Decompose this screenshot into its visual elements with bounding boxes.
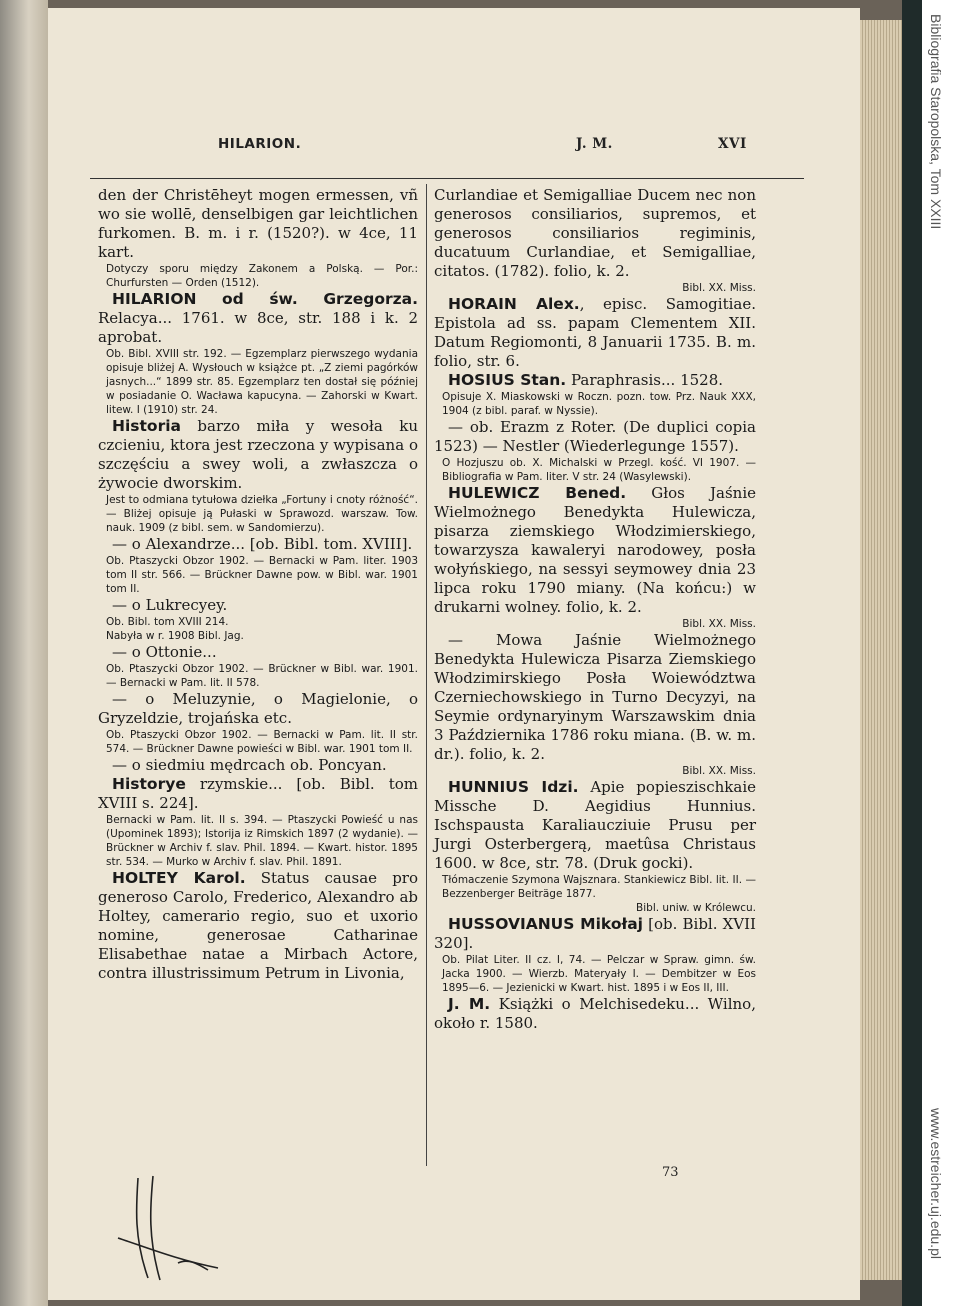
entry-heading: Historye [112,775,186,793]
source-note: Jest to odmiana tytułowa dziełka „Fortuny i cnoty różność“. — Bliżej opisuje ją Pułaski w Sprawozd. warszaw. Tow. nauk. 1909 (z bibl. sem. w Sandomierzu). [106,494,418,534]
side-url: www.estreicher.uj.edu.pl [928,1108,944,1259]
left-page-edge [0,0,48,1306]
header-left: HILARION. [218,136,302,152]
entry [434,915,756,953]
source-note: Ob. Bibl. tom XVIII 214. [106,616,229,628]
header-rule [90,178,804,179]
handwritten-signature [108,1168,228,1288]
page-number: 73 [662,1165,679,1180]
source-note: Bibl. XX. Miss. [682,765,756,777]
entry [98,775,418,813]
source-note: Opisuje X. Miaskowski w Roczn. pozn. tow. Prz. Nauk XXX, 1904 (z bibl. paraf. w Nyssie). [442,391,756,417]
header-center: J. M. [576,136,613,152]
entry [434,995,756,1033]
page-content [48,8,860,1300]
paragraph: — Mowa Jaśnie Wielmożnego Benedykta Hulewicza Pisarza Ziemskiego Włodzimirskiego Posła Woiewództwa Czerniechowskiego in Turno Decyzyi, na Seymie ordynaryinym Warszawskim dnia 3 Października 1786 roku miana. (B. w. m. dr.). folio, k. 2. [434,631,756,763]
entry-text: [ob. Bibl. XVII 320]. [434,915,756,952]
entry [98,290,418,347]
right-column [434,186,756,1033]
entry [98,869,418,983]
entry-heading: HOSIUS Stan. [448,371,567,389]
entry-heading: J. M. [448,995,491,1013]
source-note: Tłómaczenie Szymona Wajsznara. Stankiewicz Bibl. lit. II. — Bezzenberger Beiträge 1877. [442,874,756,900]
entry-heading: Historia [112,417,181,435]
paragraph: — o siedmiu mędrcach ob. Poncyan. [112,756,387,774]
paragraph: den der Christēheyt mogen ermessen, vñ wo sie wollē, denselbigen gar leichtlichen furkomen. B. m. i r. (1520?). w 4ce, 11 kart. [98,186,418,261]
paragraph: — o Ottonie... [112,643,217,661]
entry-text: Status causae pro generoso Carolo, Frederico, Alexandro ab Holtey, camerario regio, suo et uxorio nomine, generosae Catharinae Elisabethae natae a Mirbach Actore, contra illustrissimum Petrum in Livonia, [98,869,418,982]
entry-text: Głos Jaśnie Wielmożnego Benedykta Hulewicza, pisarza ziemskiego Włodzimierskiego, towarzysza kawaleryi narodowey, posła wołyńskiego, na sessyi seymowey dnia 23 lipca roku 1790 miany. (Na końcu:) w drukarni wolney. folio, k. 2. [434,484,756,616]
entry [434,371,756,390]
entry [434,295,756,371]
source-note: Ob. Ptaszycki Obzor 1902. — Bernacki w Pam. lit. II str. 574. — Brückner Dawne powieści w Bibl. war. 1901 tom II. [106,729,418,755]
entry-heading: HULEWICZ Bened. [448,484,627,502]
source-note: Ob. Ptaszycki Obzor 1902. — Brückner w Bibl. war. 1901. — Bernacki w Pam. lit. II 578. [106,663,418,689]
column-divider [426,184,427,1166]
entry [434,778,756,873]
paragraph: Curlandiae et Semigalliae Ducem nec non generosos consiliarios, supremos, et generosos consiliarios regiminis, ducatuum Curlandiae, et Semigalliae, citatos. (1782). folio, k. 2. [434,186,756,280]
entry-heading: HUSSOVIANUS Mikołaj [448,915,643,933]
left-column [98,186,418,983]
header-right: XVI [718,136,747,152]
entry-heading: HUNNIUS Idzi. [448,778,579,796]
source-note: Ob. Ptaszycki Obzor 1902. — Bernacki w Pam. liter. 1903 tom II str. 566. — Brückner Dawne pow. w Bibl. war. 1901 tom II. [106,555,418,595]
entry-text: rzymskie... [ob. Bibl. tom XVIII s. 224]. [98,775,418,812]
page-stack-edge [860,20,902,1280]
entry-text: Apie popieszischkaie Missche D. Aegidius Hunnius. Ischspausta Karaliaucziuie Prusu per Jurgi Osterbergerą, maetûsa Christaus 1600. w 8ce, str. 78. (Druk gocki). [434,778,756,872]
source-note: Nabyła w r. 1908 Bibl. Jag. [106,630,244,642]
entry-heading: HOLTEY Karol. [112,869,246,887]
running-header [48,136,860,160]
source-note: Bernacki w Pam. lit. II s. 394. — Ptaszycki Powieść u nas (Upominek 1893); Istorija iz Rimskich 1897 (2 wydanie). — Brückner w Archiv f. slav. Phil. 1894. — Kwart. histor. 1895 str. 534. — Murko w Archiv f. slav. Phil. 1891. [106,814,418,868]
side-title: Bibliografia Staropolska, Tom XXIII [928,14,944,230]
entry [98,417,418,493]
source-note: Bibl. XX. Miss. [682,282,756,294]
entry-text: barzo miła y wesoła ku czcieniu, ktora jest rzeczona y wypisana o szczęściu a swey woli, a zwłaszcza o żywocie dworskim. [98,417,418,492]
source-note: Bibl. XX. Miss. [682,618,756,630]
entry-text: Paraphrasis... 1528. [566,371,724,389]
source-note: Ob. Pilat Liter. II cz. I, 74. — Pelczar w Spraw. gimn. św. Jacka 1900. — Wierzb. Materyały I. — Dembitzer w Eos 1895—6. — Jezienicki w Kwart. hist. 1895 i w Eos II, III. [442,954,756,994]
entry-heading: HILARION od św. Grzegorza. [112,290,418,308]
entry-heading: HORAIN Alex. [448,295,580,313]
paragraph: — ob. Erazm z Roter. (De duplici copia 1523) — Nestler (Wiederlegunge 1557). [434,418,756,455]
source-note: Dotyczy sporu między Zakonem a Polską. — Por.: Churfursten — Orden (1512). [106,263,418,289]
entry [434,484,756,617]
paragraph: — o Meluzynie, o Magielonie, o Gryzeldzie, trojańska etc. [98,690,418,727]
entry-text: Relacya... 1761. w 8ce, str. 188 i k. 2 aprobat. [98,309,418,346]
paragraph: — o Alexandrze... [ob. Bibl. tom. XVIII]. [112,535,413,553]
source-note: Bibl. uniw. w Królewcu. [636,902,756,914]
source-note: O Hozjuszu ob. X. Michalski w Przegl. kość. VI 1907. — Bibliografia w Pam. liter. V str. 24 (Wasylewski). [442,457,756,483]
entry-text: Książki o Melchisedeku... Wilno, około r. 1580. [434,995,756,1032]
source-note: Ob. Bibl. XVIII str. 192. — Egzemplarz pierwszego wydania opisuje bliżej A. Wysłouch w książce pt. „Z ziemi pagórków jasnych...“ 1899 str. 85. Egzemplarz ten dostał się później w posiadanie O. Wacława kapucyna. — Zahorski w Kwart. litew. I (1910) str. 24. [106,348,418,416]
paragraph: — o Lukrecyey. [112,596,228,614]
book-cover-edge [902,0,922,1306]
entry-text: , episc. Samogitiae. Epistola ad ss. papam Clementem XII. Datum Regiomonti, 8 Januarii 1735. B. m. folio, str. 6. [434,295,756,370]
